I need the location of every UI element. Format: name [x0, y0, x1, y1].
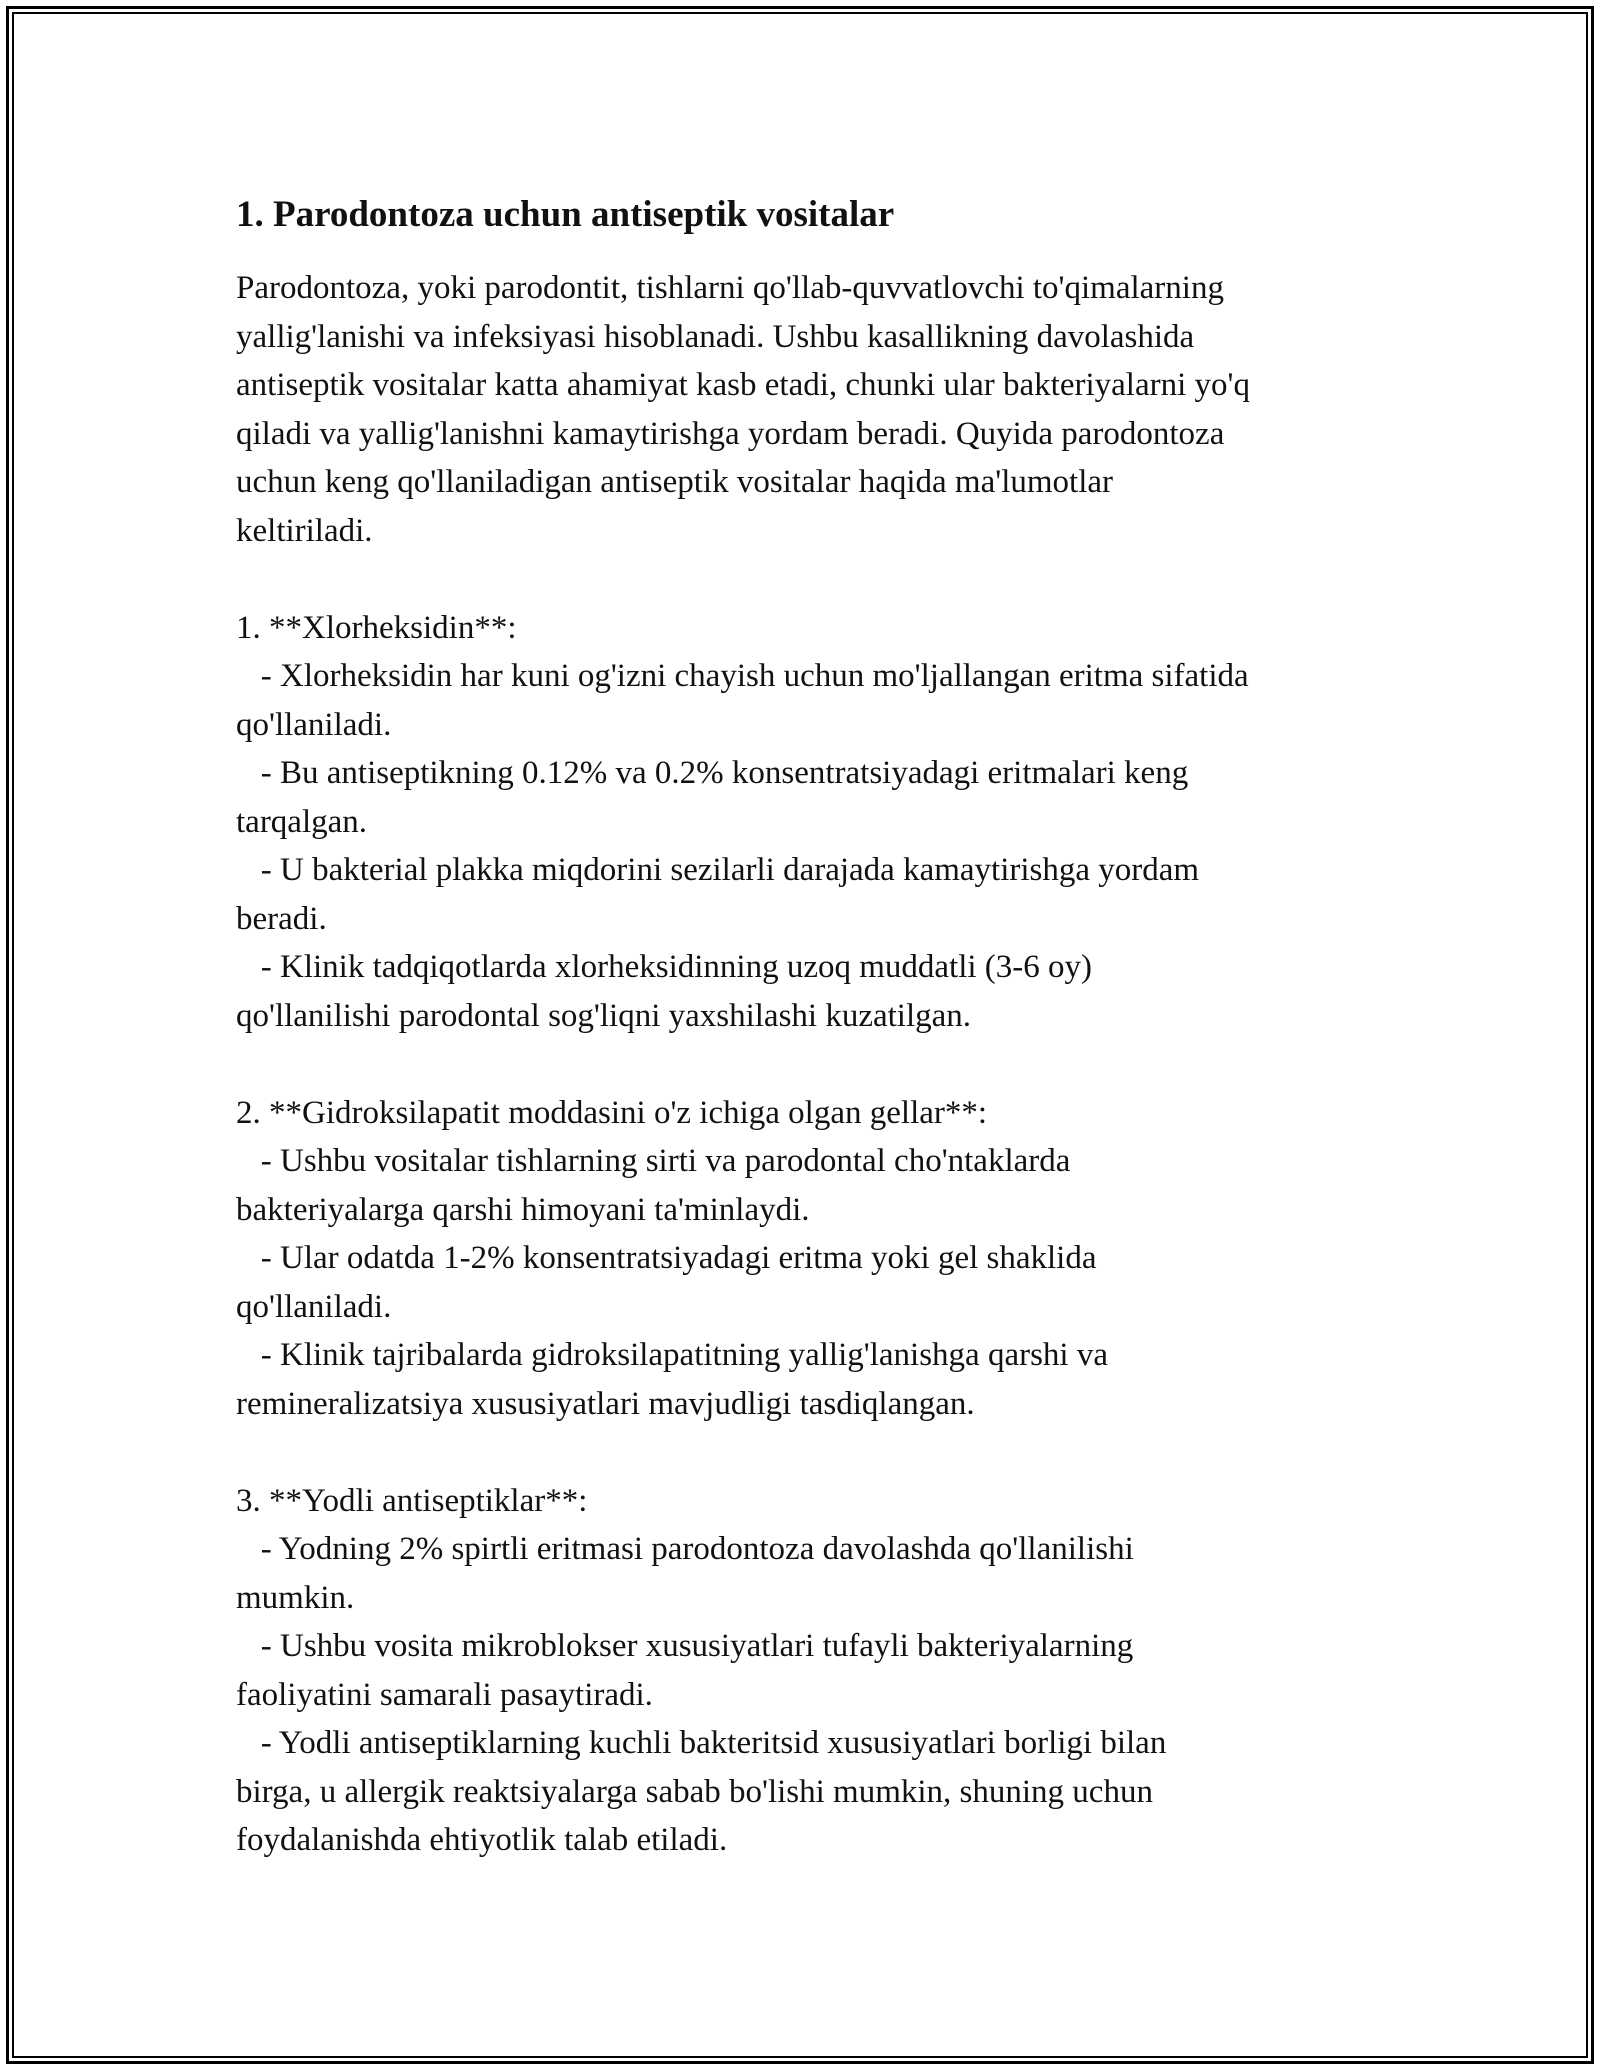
text-line: - Xlorheksidin har kuni og'izni chayish uchun mo'ljallangan eritma sifatida — [236, 658, 1249, 694]
section-gidroksilapatit — [236, 1089, 1366, 1429]
text-line: qiladi va yallig'lanishni kamaytirishga yordam beradi. Quyida parodontoza — [236, 415, 1225, 452]
paragraph-spacer — [236, 1428, 1366, 1477]
text-line: - Ushbu vosita mikroblokser xususiyatlari tufayli bakteriyalarning — [236, 1628, 1134, 1664]
paragraph-spacer — [236, 1040, 1366, 1089]
text-line: - Yodning 2% spirtli eritmasi parodontoza davolashda qo'llanilishi — [236, 1531, 1134, 1567]
text-line: uchun keng qo'llaniladigan antiseptik vositalar haqida ma'lumotlar — [236, 464, 1113, 500]
text-line: - Klinik tadqiqotlarda xlorheksidinning uzoq muddatli (3-6 oy) — [236, 949, 1093, 985]
text-line: foydalanishda ehtiyotlik talab etiladi. — [236, 1822, 728, 1858]
text-line: beradi. — [236, 900, 327, 937]
text-line: antiseptik vositalar katta ahamiyat kasb etadi, chunki ular bakteriyalarni yo'q — [236, 367, 1250, 403]
text-line: remineralizatsiya xususiyatlari mavjudligi tasdiqlangan. — [236, 1385, 975, 1422]
section-title: 3. **Yodli antiseptiklar**: — [236, 1482, 588, 1519]
text-line: - Yodli antiseptiklarning kuchli bakteritsid xususiyatlari borligi bilan — [236, 1725, 1167, 1761]
text-line: - Ushbu vositalar tishlarning sirti va parodontal cho'ntaklarda — [236, 1143, 1071, 1179]
text-line: - Klinik tajribalarda gidroksilapatitning yallig'lanishga qarshi va — [236, 1337, 1108, 1373]
text-line: qo'llaniladi. — [236, 706, 392, 743]
document-body — [236, 188, 1366, 1865]
section-xlorheksidin — [236, 604, 1366, 1041]
text-line: yallig'lanishi va infeksiyasi hisoblanadi. Ushbu kasallikning davolashida — [236, 318, 1195, 355]
text-line: qo'llanilishi parodontal sog'liqni yaxshilashi kuzatilgan. — [236, 997, 972, 1034]
text-line: qo'llaniladi. — [236, 1288, 392, 1325]
intro-paragraph — [236, 264, 1366, 555]
text-line: mumkin. — [236, 1579, 355, 1616]
section-yodli — [236, 1477, 1366, 1865]
paragraph-spacer — [236, 555, 1366, 604]
text-line: - Bu antiseptikning 0.12% va 0.2% konsentratsiyadagi eritmalari keng — [236, 755, 1189, 791]
text-line: keltiriladi. — [236, 512, 373, 549]
text-line: bakteriyalarga qarshi himoyani ta'minlaydi. — [236, 1191, 810, 1228]
text-line: - Ular odatda 1-2% konsentratsiyadagi eritma yoki gel shaklida — [236, 1240, 1097, 1276]
text-line: Parodontoza, yoki parodontit, tishlarni qo'llab-quvvatlovchi to'qimalarning — [236, 270, 1224, 306]
text-line: birga, u allergik reaktsiyalarga sabab bo'lishi mumkin, shuning uchun — [236, 1773, 1153, 1810]
text-line: - U bakterial plakka miqdorini sezilarli darajada kamaytirishga yordam — [236, 852, 1200, 888]
document-heading: 1. Parodontoza uchun antiseptik vositalar — [236, 194, 895, 235]
text-line: faoliyatini samarali pasaytiradi. — [236, 1676, 653, 1713]
text-line: tarqalgan. — [236, 803, 368, 840]
section-title: 1. **Xlorheksidin**: — [236, 609, 517, 646]
section-title: 2. **Gidroksilapatit moddasini o'z ichiga olgan gellar**: — [236, 1094, 988, 1131]
